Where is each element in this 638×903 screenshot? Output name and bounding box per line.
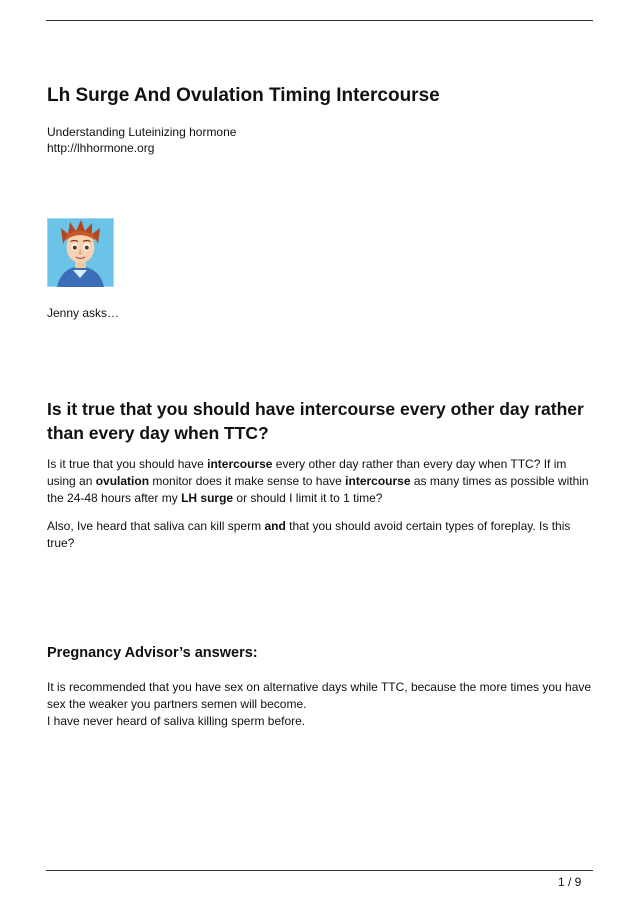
q1-seg-4: monitor does it make sense to have (149, 474, 346, 488)
avatar-image (47, 218, 114, 287)
document-meta (47, 124, 236, 156)
q1-bold-intercourse-2: intercourse (345, 474, 411, 488)
q1-seg-0: Is it true that you should have (47, 457, 208, 471)
question-heading: Is it true that you should have intercourse every other day rather than every day when TTC? (47, 399, 584, 443)
q1-bold-intercourse: intercourse (207, 457, 273, 471)
q1-seg-8: or should I limit it to 1 time? (233, 491, 383, 505)
subtitle: Understanding Luteinizing hormone (47, 125, 237, 139)
q1-bold-lh-surge: LH surge (181, 491, 234, 505)
q2-bold-and: and (264, 519, 286, 533)
source-link[interactable]: http://lhhormone.org (47, 141, 155, 155)
question-paragraph-2 (47, 518, 592, 552)
answers-heading: Pregnancy Advisor’s answers: (47, 645, 258, 661)
page-number: 1 / 9 (558, 875, 582, 889)
answer-body (47, 679, 592, 730)
avatar (47, 218, 114, 287)
answer-line-2: I have never heard of saliva killing sperm before. (47, 714, 306, 728)
q1-seg-2: every other day rather than every day when TTC? If im using an (47, 457, 567, 488)
footer-rule (46, 870, 593, 871)
q2-seg-2: that you should avoid certain types of foreplay. Is this true? (47, 519, 571, 550)
asker-name: Jenny asks… (47, 306, 120, 320)
q1-seg-6: as many times as possible within the 24-48 hours after my (47, 474, 589, 505)
answer-line-1: It is recommended that you have sex on alternative days while TTC, because the more times you have sex the weaker you partners semen will become. (47, 680, 592, 711)
q2-seg-0: Also, Ive heard that saliva can kill sperm (47, 519, 265, 533)
q1-bold-ovulation: ovulation (95, 474, 150, 488)
question-paragraph-1 (47, 456, 592, 507)
header-rule (46, 20, 593, 21)
page-title: Lh Surge And Ovulation Timing Intercourse (47, 85, 440, 106)
